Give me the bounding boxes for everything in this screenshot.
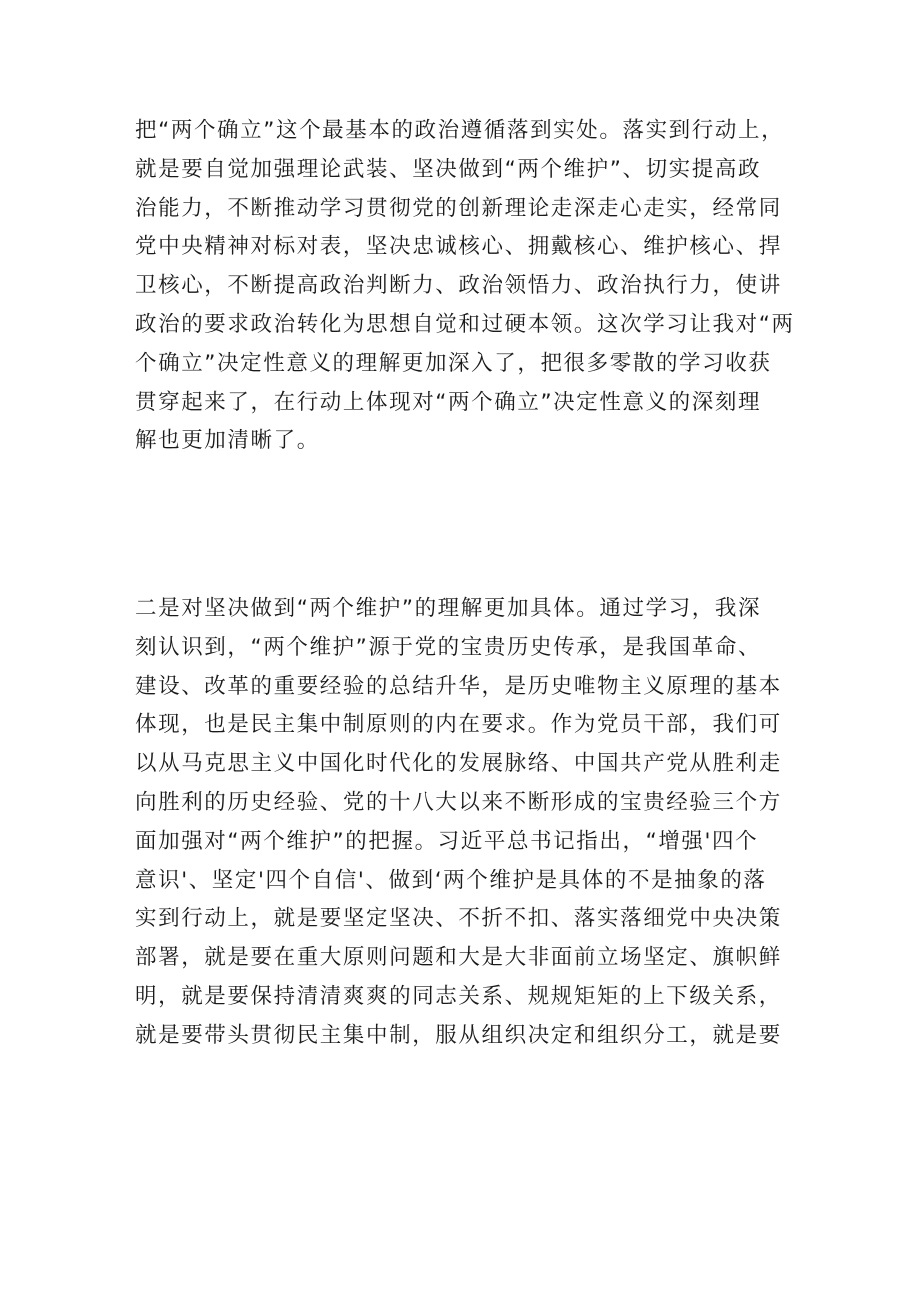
text-line: 治能力，不断推动学习贯彻党的创新理论走深走心走实，经常同 <box>135 195 782 221</box>
text-line: 政治的要求政治转化为思想自觉和过硬本领。这次学习让我对“两 <box>135 311 795 337</box>
paragraph-2 <box>135 590 795 1056</box>
text-line: 就是要自觉加强理论武装、坚决做到“两个维护”、切实提高政 <box>135 156 762 182</box>
text-line: 贯穿起来了，在行动上体现对“两个确立”决定性意义的深刻理 <box>135 389 762 415</box>
text-line: 解也更加清晰了。 <box>135 428 320 454</box>
text-line: 面加强对“两个维护”的把握。习近平总书记指出，“增强'四个 <box>135 828 759 854</box>
text-line: 明，就是要保持清清爽爽的同志关系、规规矩矩的上下级关系， <box>135 983 782 1009</box>
text-line: 实到行动上，就是要坚定坚决、不折不扣、落实落细党中央决策 <box>135 906 782 932</box>
text-line: 向胜利的历史经验、党的十八大以来不断形成的宝贵经验三个方 <box>135 789 782 815</box>
text-line: 党中央精神对标对表，坚决忠诚核心、拥戴核心、维护核心、捍 <box>135 234 782 260</box>
text-line: 卫核心，不断提高政治判断力、政治领悟力、政治执行力，使讲 <box>135 273 782 299</box>
text-line: 二是对坚决做到“两个维护”的理解更加具体。通过学习，我深 <box>135 596 762 621</box>
text-line: 意识'、坚定'四个自信'、做到‘两个维护是具体的不是抽象的落 <box>135 867 767 893</box>
text-line: 个确立”决定性意义的理解更加深入了，把很多零散的学习收获 <box>135 350 772 376</box>
text-line: 建设、改革的重要经验的总结升华，是历史唯物主义原理的基本 <box>135 673 782 699</box>
text-line: 就是要带头贯彻民主集中制，服从组织决定和组织分工，就是要 <box>135 1022 782 1048</box>
text-line: 部署，就是要在重大原则问题和大是大非面前立场坚定、旗帜鲜 <box>135 945 782 971</box>
text-line: 体现，也是民主集中制原则的内在要求。作为党员干部，我们可 <box>135 712 782 738</box>
text-line: 把“两个确立”这个最基本的政治遵循落到实处。落实到行动上， <box>135 118 785 143</box>
text-line: 以从马克思主义中国化时代化的发展脉络、中国共产党从胜利走 <box>135 751 782 777</box>
text-line: 刻认识到，“两个维护”源于党的宝贵历史传承，是我国革命、 <box>135 634 762 660</box>
paragraph-1 <box>135 112 795 461</box>
